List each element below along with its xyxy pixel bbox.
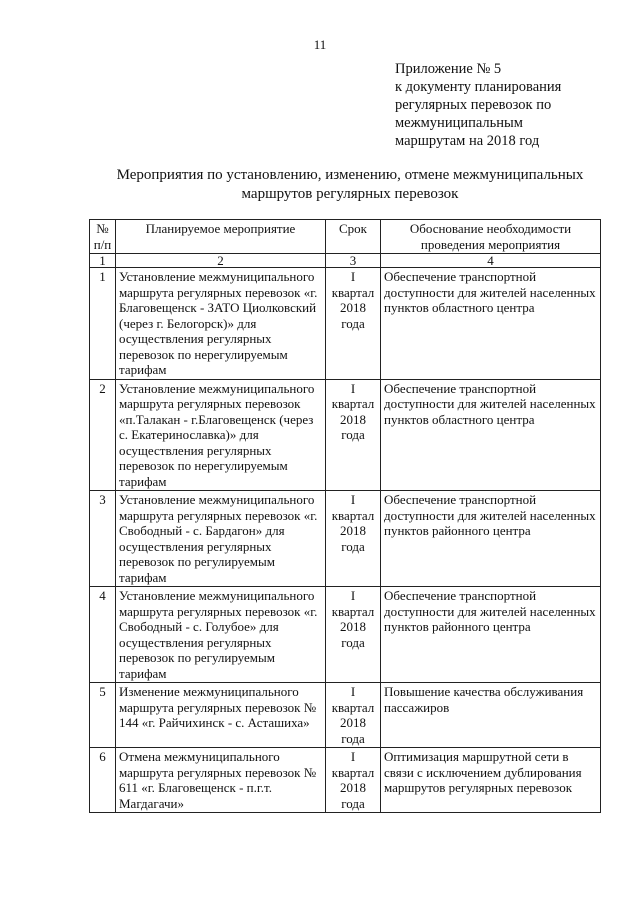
appendix-line: к документу планирования	[395, 79, 562, 95]
column-index: 4	[381, 254, 601, 268]
table-header-row	[90, 220, 601, 254]
row-action: Отмена межмуниципального маршрута регулярных перевозок № 611 «г. Благовещенск - п.г.т. Магдагачи»	[116, 748, 326, 813]
table-row	[90, 748, 601, 813]
column-index: 3	[326, 254, 381, 268]
row-term: I квартал 2018 года	[326, 683, 381, 748]
row-term: I квартал 2018 года	[326, 491, 381, 587]
row-action: Установление межмуниципального маршрута регулярных перевозок «г. Благовещенск - ЗАТО Циолковский (через г. Белогорск)» для осуществления регулярных перевозок по нерегулируемым тарифам	[116, 268, 326, 380]
row-action: Установление межмуниципального маршрута регулярных перевозок «г. Свободный - с. Голубое» для осуществления регулярных перевозок по регулируемым тарифам	[116, 587, 326, 683]
appendix-line: межмуниципальным	[395, 115, 523, 131]
table-row	[90, 587, 601, 683]
row-reason: Повышение качества обслуживания пассажиров	[381, 683, 601, 748]
document-title	[100, 166, 600, 204]
appendix-line: маршрутам на 2018 год	[395, 133, 540, 149]
table-row	[90, 268, 601, 380]
column-index-row	[90, 254, 601, 268]
row-number: 6	[90, 748, 116, 813]
document-title-line: маршрутов регулярных перевозок	[241, 186, 459, 202]
row-term: I квартал 2018 года	[326, 587, 381, 683]
row-reason: Обеспечение транспортной доступности для жителей населенных пунктов областного центра	[381, 268, 601, 380]
row-term: I квартал 2018 года	[326, 379, 381, 491]
table-row	[90, 491, 601, 587]
table-row	[90, 379, 601, 491]
page-number: 11	[313, 37, 327, 52]
row-reason: Обеспечение транспортной доступности для жителей населенных пунктов областного центра	[381, 379, 601, 491]
row-term: I квартал 2018 года	[326, 748, 381, 813]
row-number: 3	[90, 491, 116, 587]
document-title-line: Мероприятия по установлению, изменению, отмене межмуниципальных	[116, 167, 584, 183]
row-term: I квартал 2018 года	[326, 268, 381, 380]
column-index: 1	[90, 254, 116, 268]
appendix-line: Приложение № 5	[395, 61, 502, 77]
row-number: 1	[90, 268, 116, 380]
row-action: Установление межмуниципального маршрута регулярных перевозок «п.Талакан - г.Благовещенск (через с. Екатеринославка)» для осуществления регулярных перевозок по нерегулируемым тарифам	[116, 379, 326, 491]
column-index: 2	[116, 254, 326, 268]
header-number: № п/п	[90, 220, 116, 254]
row-number: 2	[90, 379, 116, 491]
row-reason: Оптимизация маршрутной сети в связи с исключением дублирования маршрутов регулярных перевозок	[381, 748, 601, 813]
header-action: Планируемое мероприятие	[116, 220, 326, 254]
row-reason: Обеспечение транспортной доступности для жителей населенных пунктов районного центра	[381, 587, 601, 683]
header-term: Срок	[326, 220, 381, 254]
row-number: 5	[90, 683, 116, 748]
table-row	[90, 683, 601, 748]
row-reason: Обеспечение транспортной доступности для жителей населенных пунктов районного центра	[381, 491, 601, 587]
row-action: Установление межмуниципального маршрута регулярных перевозок «г. Свободный - с. Бардагон» для осуществления регулярных перевозок по регулируемым тарифам	[116, 491, 326, 587]
header-reason: Обоснование необходимости проведения мероприятия	[381, 220, 601, 254]
measures-table	[89, 219, 601, 813]
appendix-line: регулярных перевозок по	[395, 97, 552, 113]
appendix-block	[395, 60, 561, 150]
row-action: Изменение межмуниципального маршрута регулярных перевозок № 144 «г. Райчихинск - с. Асташиха»	[116, 683, 326, 748]
row-number: 4	[90, 587, 116, 683]
